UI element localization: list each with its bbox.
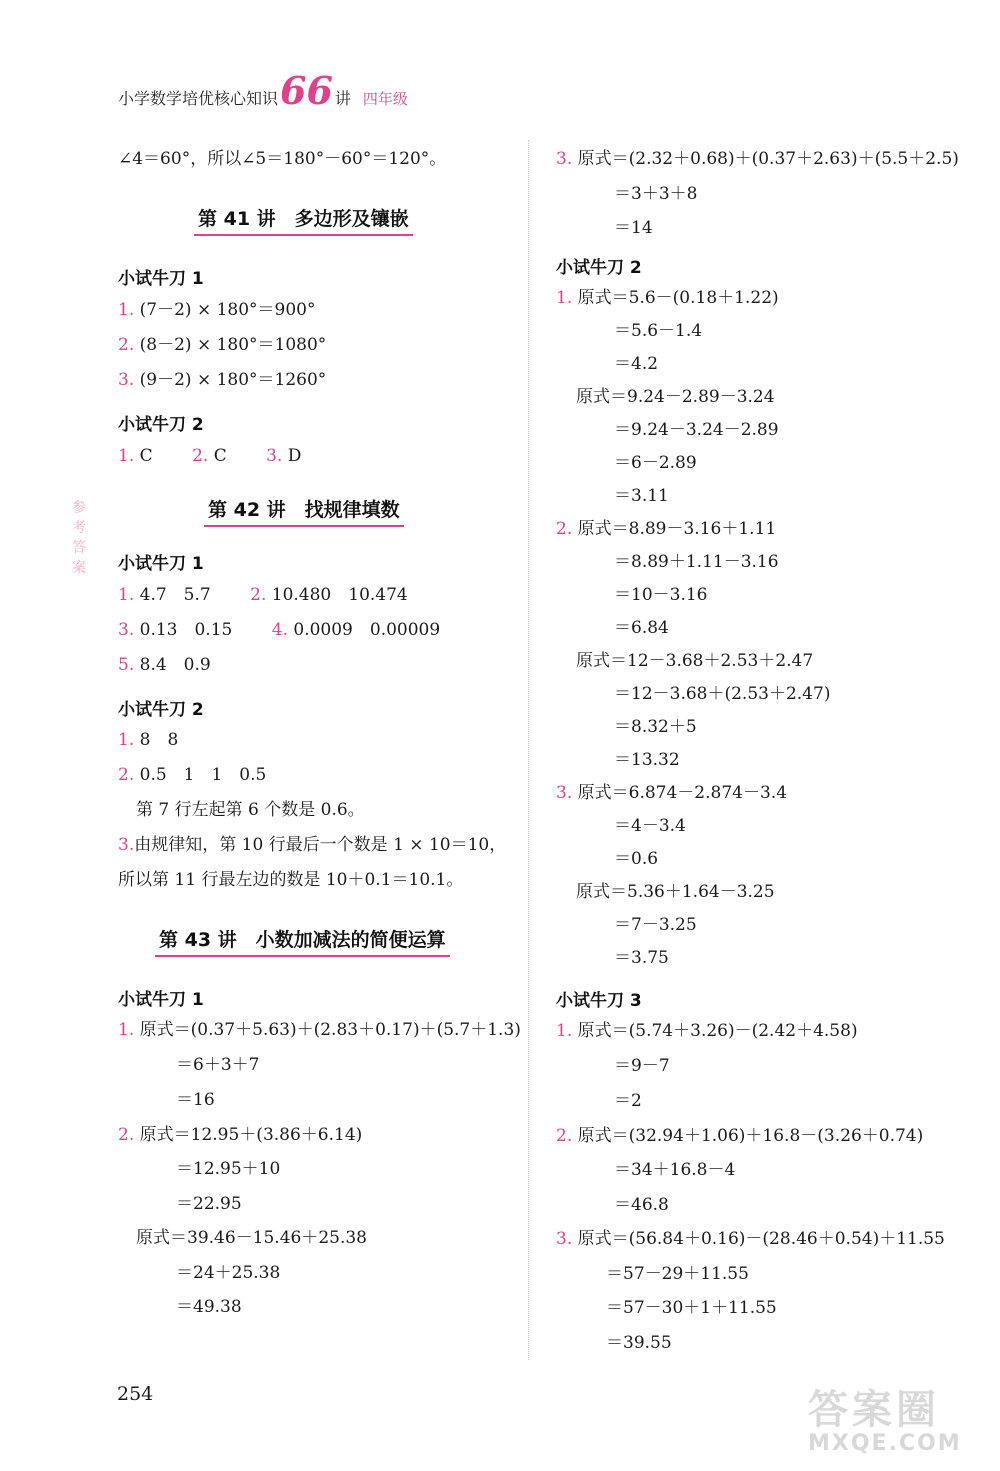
- answer-43-1-2-step2: ＝12.95＋10: [176, 1159, 281, 1179]
- page-number: 254: [117, 1383, 154, 1405]
- answer-43-2-2-step2: ＝8.89＋1.11－3.16: [614, 552, 779, 572]
- answer-43-2-3b: 原式＝5.36＋1.64－3.25: [576, 882, 775, 902]
- answer-41-2: 1. C 2. C 3. D: [118, 446, 302, 466]
- answer-43-3-3: 3. 原式＝(56.84＋0.16)－(28.46＋0.54)＋11.55: [556, 1229, 945, 1249]
- answer-43-3-1-step2: ＝9－7: [614, 1056, 670, 1076]
- answer-43-1-3-step2: ＝3＋3＋8: [614, 184, 698, 204]
- subhead-43-2: 小试牛刀 2: [556, 258, 642, 278]
- answer-43-3-3-step3: ＝57－30＋1＋11.55: [606, 1298, 777, 1318]
- watermark-line1: 答案圈: [808, 1387, 940, 1433]
- subhead-42-1: 小试牛刀 1: [118, 554, 204, 574]
- answer-43-3-3-step2: ＝57－29＋11.55: [606, 1264, 749, 1284]
- answer-43-2-2b-step3: ＝8.32＋5: [614, 717, 697, 737]
- answer-43-3-2-step3: ＝46.8: [614, 1195, 669, 1215]
- answer-42-1-row2: 3. 0.13 0.15 4. 0.0009 0.00009: [118, 620, 441, 640]
- book-header: [118, 68, 408, 113]
- answer-42-2-3: 3.由规律知，第 10 行最后一个数是 1 × 10＝10，: [118, 835, 507, 855]
- answer-41-1-2: 2. (8－2) × 180°＝1080°: [118, 335, 327, 355]
- answer-43-2-2b-step2: ＝12－3.68＋(2.53＋2.47): [614, 684, 831, 704]
- answer-42-2-2: 2. 0.5 1 1 0.5: [118, 765, 267, 785]
- intro-text: ∠4＝60°，所以∠5＝180°－60°＝120°。: [118, 149, 447, 169]
- answer-43-2-1-step3: ＝4.2: [614, 354, 659, 374]
- subhead-42-2: 小试牛刀 2: [118, 700, 204, 720]
- answer-43-2-2: 2. 原式＝8.89－3.16＋1.11: [556, 519, 777, 539]
- answer-43-1-3-step3: ＝14: [614, 218, 653, 238]
- answer-43-2-2-step3: ＝10－3.16: [614, 585, 708, 605]
- header-title-prefix: 小学数学培优核心知识: [118, 89, 279, 108]
- watermark-logo: [808, 1378, 988, 1463]
- answer-42-2-3-cont: 所以第 11 行最左边的数是 10＋0.1＝10.1。: [118, 870, 464, 890]
- answer-43-2-1b-step2: ＝9.24－3.24－2.89: [614, 420, 779, 440]
- answer-43-1-1-step2: ＝6＋3＋7: [176, 1055, 260, 1075]
- answer-42-1-row1: 1. 4.7 5.7 2. 10.480 10.474: [118, 585, 408, 605]
- answer-43-2-3: 3. 原式＝6.874－2.874－3.4: [556, 783, 788, 803]
- answer-43-1-1-step3: ＝16: [176, 1090, 215, 1110]
- answer-43-3-2-step2: ＝34＋16.8－4: [614, 1160, 736, 1180]
- answer-43-2-1b-step3: ＝6－2.89: [614, 453, 697, 473]
- header-title-number: 66: [280, 68, 333, 113]
- answer-43-2-1: 1. 原式＝5.6－(0.18＋1.22): [556, 288, 779, 308]
- answer-43-2-2-step4: ＝6.84: [614, 618, 669, 638]
- answer-43-1-3: 3. 原式＝(2.32＋0.68)＋(0.37＋2.63)＋(5.5＋2.5): [556, 149, 959, 169]
- answer-43-1-1: 1. 原式＝(0.37＋5.63)＋(2.83＋0.17)＋(5.7＋1.3): [118, 1020, 521, 1040]
- column-divider: [528, 140, 529, 1360]
- subhead-43-1: 小试牛刀 1: [118, 990, 204, 1010]
- answer-43-3-2: 2. 原式＝(32.94＋1.06)＋16.8－(3.26＋0.74): [556, 1126, 924, 1146]
- header-grade: 四年级: [362, 90, 408, 108]
- section-title-41: 第 41 讲 多边形及镶嵌: [194, 204, 413, 236]
- answer-43-3-1: 1. 原式＝(5.74＋3.26)－(2.42＋4.58): [556, 1021, 858, 1041]
- answer-43-2-1b: 原式＝9.24－2.89－3.24: [576, 387, 775, 407]
- answer-43-2-1b-step4: ＝3.11: [614, 486, 669, 506]
- answer-43-2-3-step2: ＝4－3.4: [614, 816, 686, 836]
- answer-42-2-1: 1. 8 8: [118, 730, 179, 750]
- subhead-41-2: 小试牛刀 2: [118, 415, 204, 435]
- answer-43-2-2b-step4: ＝13.32: [614, 750, 680, 770]
- answer-43-2-3b-step2: ＝7－3.25: [614, 915, 697, 935]
- answer-43-1-2b: 原式＝39.46－15.46＋25.38: [136, 1228, 368, 1248]
- answer-43-2-1-step2: ＝5.6－1.4: [614, 321, 703, 341]
- section-title-43: 第 43 讲 小数加减法的简便运算: [155, 925, 450, 957]
- answer-42-1-row3: 5. 8.4 0.9: [118, 655, 211, 675]
- answer-41-1-1: 1. (7－2) × 180°＝900°: [118, 300, 316, 320]
- answer-43-1-2b-step2: ＝24＋25.38: [176, 1263, 281, 1283]
- answer-41-1-3: 3. (9－2) × 180°＝1260°: [118, 370, 327, 390]
- side-label: 参考答案: [72, 500, 86, 576]
- answer-43-2-3-step3: ＝0.6: [614, 849, 659, 869]
- answer-42-2-2-note: 第 7 行左起第 6 个数是 0.6。: [136, 800, 365, 820]
- answer-43-3-1-step3: ＝2: [614, 1091, 642, 1111]
- watermark-line2: MXQE.COM: [808, 1431, 962, 1456]
- answer-43-1-2-step3: ＝22.95: [176, 1194, 242, 1214]
- subhead-41-1: 小试牛刀 1: [118, 269, 204, 289]
- answer-43-1-2b-step3: ＝49.38: [176, 1297, 242, 1317]
- header-title-suffix: 讲: [334, 89, 351, 108]
- subhead-43-3: 小试牛刀 3: [556, 991, 642, 1011]
- answer-43-1-2: 2. 原式＝12.95＋(3.86＋6.14): [118, 1125, 363, 1145]
- answer-43-3-3-step4: ＝39.55: [606, 1333, 672, 1353]
- section-title-42: 第 42 讲 找规律填数: [204, 495, 404, 527]
- answer-43-2-2b: 原式＝12－3.68＋2.53＋2.47: [576, 651, 814, 671]
- answer-43-2-3b-step3: ＝3.75: [614, 948, 669, 968]
